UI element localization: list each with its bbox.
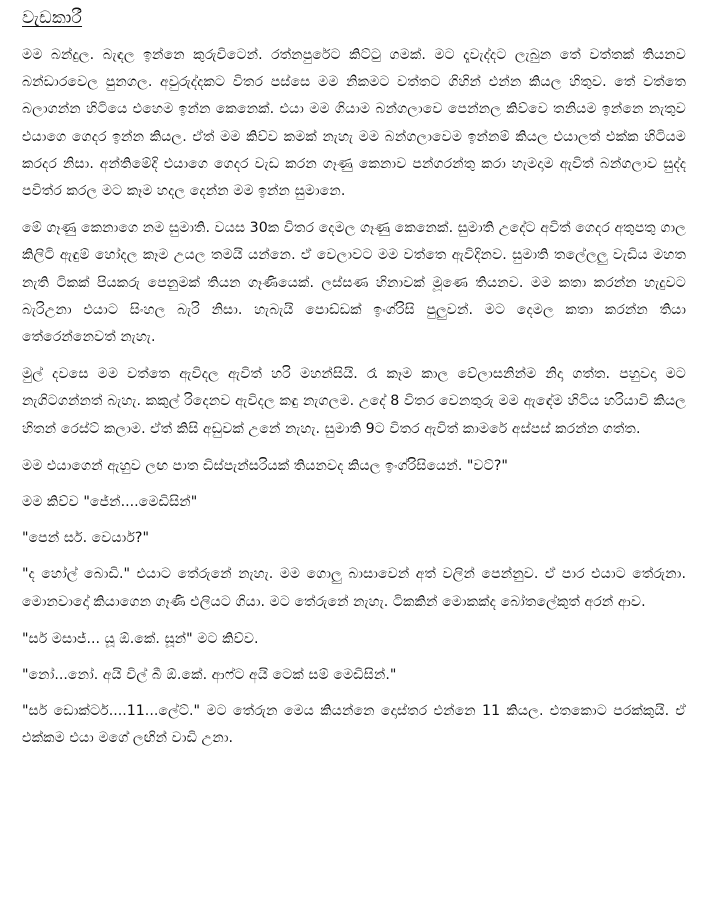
paragraph-doctor: "සර් ඩොක්ටර්....11...ලේට්." මට තේරුන මෙය කියන්නෙ දොස්තර එන්නෙ 11 කියල. එතකොට පරක්කුයි. ඒ එක්කම එයා මගේ ලඟින් වාඩි උනා. (22, 703, 686, 747)
paragraph-first-day: මුල් දවසෙ මම වත්තෙ ඇවිදල ඇවිත් හරි මහන්සියි. රෑ කෑම කාල වේලාසනින්ම නිදා ගත්ත. පහුවදා මට නැගිටගන්නත් බැහැ. කකුල් රිදෙනව ඇවිදල කඳු නැගලම. උදේ 8 විතර වෙනතුරු මම ඇඳේම හිටිය හරියාවි කියල හිතන් රෙස්ට් කලාම. ඒත් කිසි අඩුවක් උනේ නැහැ. සුමාති 9ට විතර ඇවිත් කාමරේ අස්පස් කරන්න ගත්ත. (22, 366, 686, 437)
paragraph-intro: මම බන්දුල. බැඳල ඉන්නෙ කුරුවිටෙන්. රත්නපුරේට කිට්ටු ගමක්. මට දෑවැද්දට ලැබුන තේ වත්තක් තියනව බන්ඩාරවෙල පුනගල. අවුරුද්දකට විතර පස්සෙ මම නිකමට වත්තට ගිහින් එන්න කියල හිතුව. තේ වත්තෙ බලාගන්න හිටියෙ එහෙම ඉන්න කෙනෙක්. එයා මම ගියාම බන්ගලාවෙ පෙන්නල කිව්වෙ තනියම ඉන්නෙ නැතුව එයාගෙ ගෙදර ඉන්න කියල. ඒත් මම කිව්ව කමක් නැහැ මම බන්ගලාවෙම ඉන්නම් කියල එයාලත් එක්ක හිටියම කරදර නිසා. අන්තිමේදි එයාගෙ ගෙදර වැඩ කරන ගෑණු කෙනාව පන්ගරන්තු කරා හැමදාම ඇවිත් බන්ගලාව සුද්ද පවිත්ර කරල මට කෑම හදල දෙන්න මම ඉන්න සුමානෙ. (22, 47, 686, 200)
dialog-line-massage: "සර් මසාජ්... යූ ඕ.කේ. සූන්" මට කිව්ව. (22, 630, 259, 647)
paragraph-sumathi: මේ ගෑණු කෙනාගෙ නම සුමාති. වයස 30ක විතර දෙමල ගෑණු කෙනෙක්. සුමාති උදේට අවිත් ගෙදර අතුපතු ගාල කිලිටි ඇඳුම් හෝදල කෑම උයල තමයි යන්නෙ. ඒ වෙලාවට මම වත්තෙ ඇවිදිනව. සුමාති තලේලලු වැඩිය මහත නැති ටිකක් පියකරු පෙනුමක් තියන ගෑණියෙක්. ලස්සණ හිනාවක් මූණෙ තියනව. මම කතා කරන්න හැදුවට බැරිඋනා එයාට සිංහල බැරි නිසා. හැබැයි පොඩ්ඩක් ඉංග්රිසි පුලුවන්. මට දෙමල කතා කරන්න තියා තේරෙන්නෙවත් නැහැ. (22, 220, 686, 346)
story-title: වැඩකාරී (22, 8, 83, 28)
paragraph-whole-body: "ද හෝල් බොඩි." එයාට තේරුනේ නැහැ. මම ගොලු බාසාවෙන් අත් වලින් පෙන්නුව. ඒ පාර එයාට තේරුනා. මොනවාදෝ කියාගෙන ගෑණි එලියට ගියා. මට තේරුනේ නැහැ. ටිකකින් මොකක්ද බෝතලේකුත් අරන් ආව. (22, 566, 686, 610)
document-page (22, 8, 686, 763)
dialog-line-pain: මම කිව්ව "ජේන්....මෙඩිසින්" (22, 494, 198, 511)
dialog-line-where: "පෙන් සර්. වෙයාර්?" (22, 530, 149, 547)
paragraph-dispensary: මම එයාගෙන් ඇහුව ලඟ පාත ඩිස්පැන්සරියක් තියනවද කියල ඉංග්රිසියෙන්. "වට්?" (22, 457, 508, 474)
dialog-line-no: "නෝ...නෝ. අයි විල් බී ඕ.කේ. ආෆ්ට අයි ටෙක් සම් මෙඩිසින්." (22, 667, 397, 684)
